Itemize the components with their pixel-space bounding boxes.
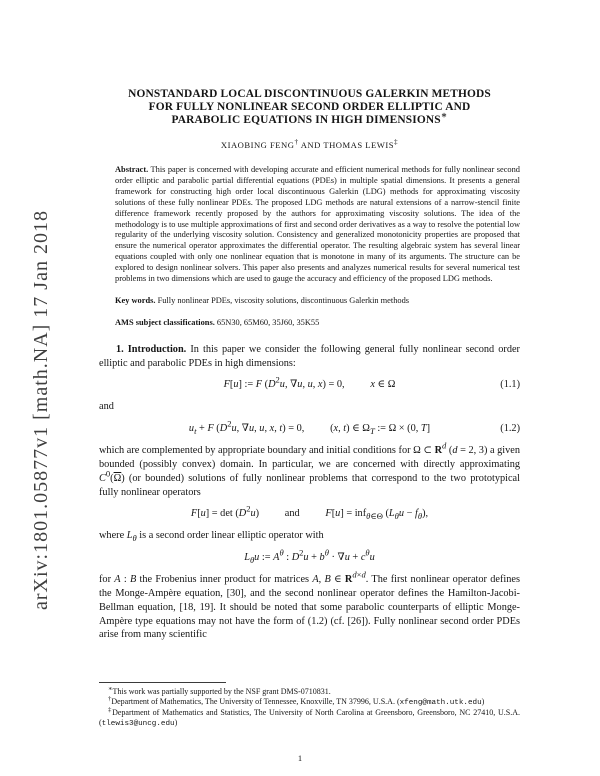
equation-elliptic-operator-body: $L_\theta u$ := $A^\theta$ : $D^2u + b^\theta \cdot \nabla u + c^\theta u$ <box>244 547 375 566</box>
paragraph-where-operator: where $L_\theta$ is a second order linear elliptic operator with <box>99 530 324 544</box>
arxiv-watermark: arXiv:1801.05877v1 [math.NA] 17 Jan 2018 <box>30 210 52 610</box>
equation-prototypical-operators <box>99 503 520 522</box>
footnote-affiliation-1: †Department of Mathematics, The University of Tennessee, Knoxville, TN 37996, U.S.A. (xfeng@math.utk.edu) <box>108 695 485 707</box>
ams-text: 65N30, 65M60, 35J60, 35K55 <box>216 317 320 327</box>
equation-1-1 <box>99 374 520 392</box>
ams-label: AMS subject classifications. <box>115 317 215 327</box>
equation-1-2-body: $u_t + F$ ($D^2u$, ∇u, u, x, t) = 0, (x, t) ∈ $\Omega_T$ := Ω × (0, T] <box>188 418 431 437</box>
introduction-lead-paragraph <box>99 343 520 371</box>
equation-1-2-tag: (1.2) <box>500 423 520 435</box>
equation-1-2 <box>99 418 520 437</box>
introduction-heading: 1. Introduction. <box>116 343 187 355</box>
abstract-label: Abstract. <box>115 165 149 174</box>
abstract-block <box>115 165 520 285</box>
paper-authors: XIAOBING FENG† AND THOMAS LEWIS‡ <box>220 138 399 150</box>
ams-classifications-block <box>115 318 520 329</box>
footnote-rule <box>99 682 226 683</box>
paper-content <box>99 88 520 642</box>
keywords-label: Key words. <box>115 295 156 305</box>
equation-1-1-body: F[u] := F ($D^2u$, ∇u, u, x) = 0, x ∈ Ω <box>223 374 396 391</box>
equation-elliptic-operator <box>99 547 520 566</box>
abstract-text: This paper is concerned with developing accurate and efficient numerical methods for fully nonlinear second order elliptic and parabolic partial differential equations (PDEs) in multiple spatial dimensions. It presents a general framework for constructing high order local discontinuous Galerkin (LDG) methods for approximating viscosity solutions of these fully nonlinear PDEs. The proposed LDG methods are natural extensions of a narrow-stencil finite difference framework recently proposed by the authors for approximating viscosity solutions. The idea of the methodology is to use multiple approximations of first and second order derivatives as a way to resolve the potential low regularity of the underlying viscosity solution. Consistency and generalized monotonicity properties are proposed that ensure the numerical operator approximates the differential operator. The resulting algebraic system has several linear equations coupled with only one nonlinear equation that is monotone in many of its arguments. The structure can be explored to design nonlinear solvers. This paper also presents and analyzes numerical results for several numerical test problems in two dimensions which are used to gauge the accuracy and efficiency of the proposed LDG methods. <box>115 165 520 284</box>
equation-1-1-tag: (1.1) <box>500 379 520 391</box>
paragraph-frobenius: for A : B the Frobenius inner product for matrices A, B ∈ $R^{d\times d}$. The first nonlinear operator defines the Monge-Ampère equation, [30], and the second nonlinear operator defines the Hamilton-Jacobi-Bellman equation, [18, 19]. It should be noted that some parabolic counterparts of elliptic Monge-Ampère type equations may not have the form of (1.2) (cf. [26]). Fully nonlinear second order PDEs arise from many scientific <box>99 569 520 641</box>
paragraph-boundary-conditions: which are complemented by appropriate boundary and initial conditions for Ω ⊂ $R^d$ (d = 2, 3) a given bounded (possibly convex) domain. In particular, we are concerned with directly approximating $C^0(\overline{\Omega})$ (or bounded) solutions of fully nonlinear problems that correspond to the two prototypical fully nonlinear operators <box>99 440 520 498</box>
equation-prototypical-operators-body: $F[u] = \det (D^2u)$ and F[u] = inf$_{\theta\in\Theta}$ $(L_\theta u - f_\theta)$, <box>190 503 429 522</box>
page-number: 1 <box>297 753 303 763</box>
connector-and: and <box>99 401 114 413</box>
introduction-lead-text: In this paper we consider the following general fully nonlinear second order elliptic and parabolic PDEs in high dimensions: <box>99 343 520 369</box>
keywords-block <box>115 296 520 307</box>
paper-title: NONSTANDARD LOCAL DISCONTINUOUS GALERKIN METHODS FOR FULLY NONLINEAR SECOND ORDER ELLIPTIC AND PARABOLIC EQUATIONS IN HIGH DIMENSIONS∗ <box>128 88 491 126</box>
footnotes <box>99 682 520 729</box>
footnote-funding: ∗This work was partially supported by the NSF grant DMS-0710831. <box>108 685 331 696</box>
keywords-text: Fully nonlinear PDEs, viscosity solutions, discontinuous Galerkin methods <box>157 295 410 305</box>
footnote-affiliation-2: ‡Department of Mathematics and Statistics, The University of North Carolina at Greensboro, Greensboro, NC 27410, U.S.A. (tlewis3@uncg.edu) <box>99 706 520 728</box>
